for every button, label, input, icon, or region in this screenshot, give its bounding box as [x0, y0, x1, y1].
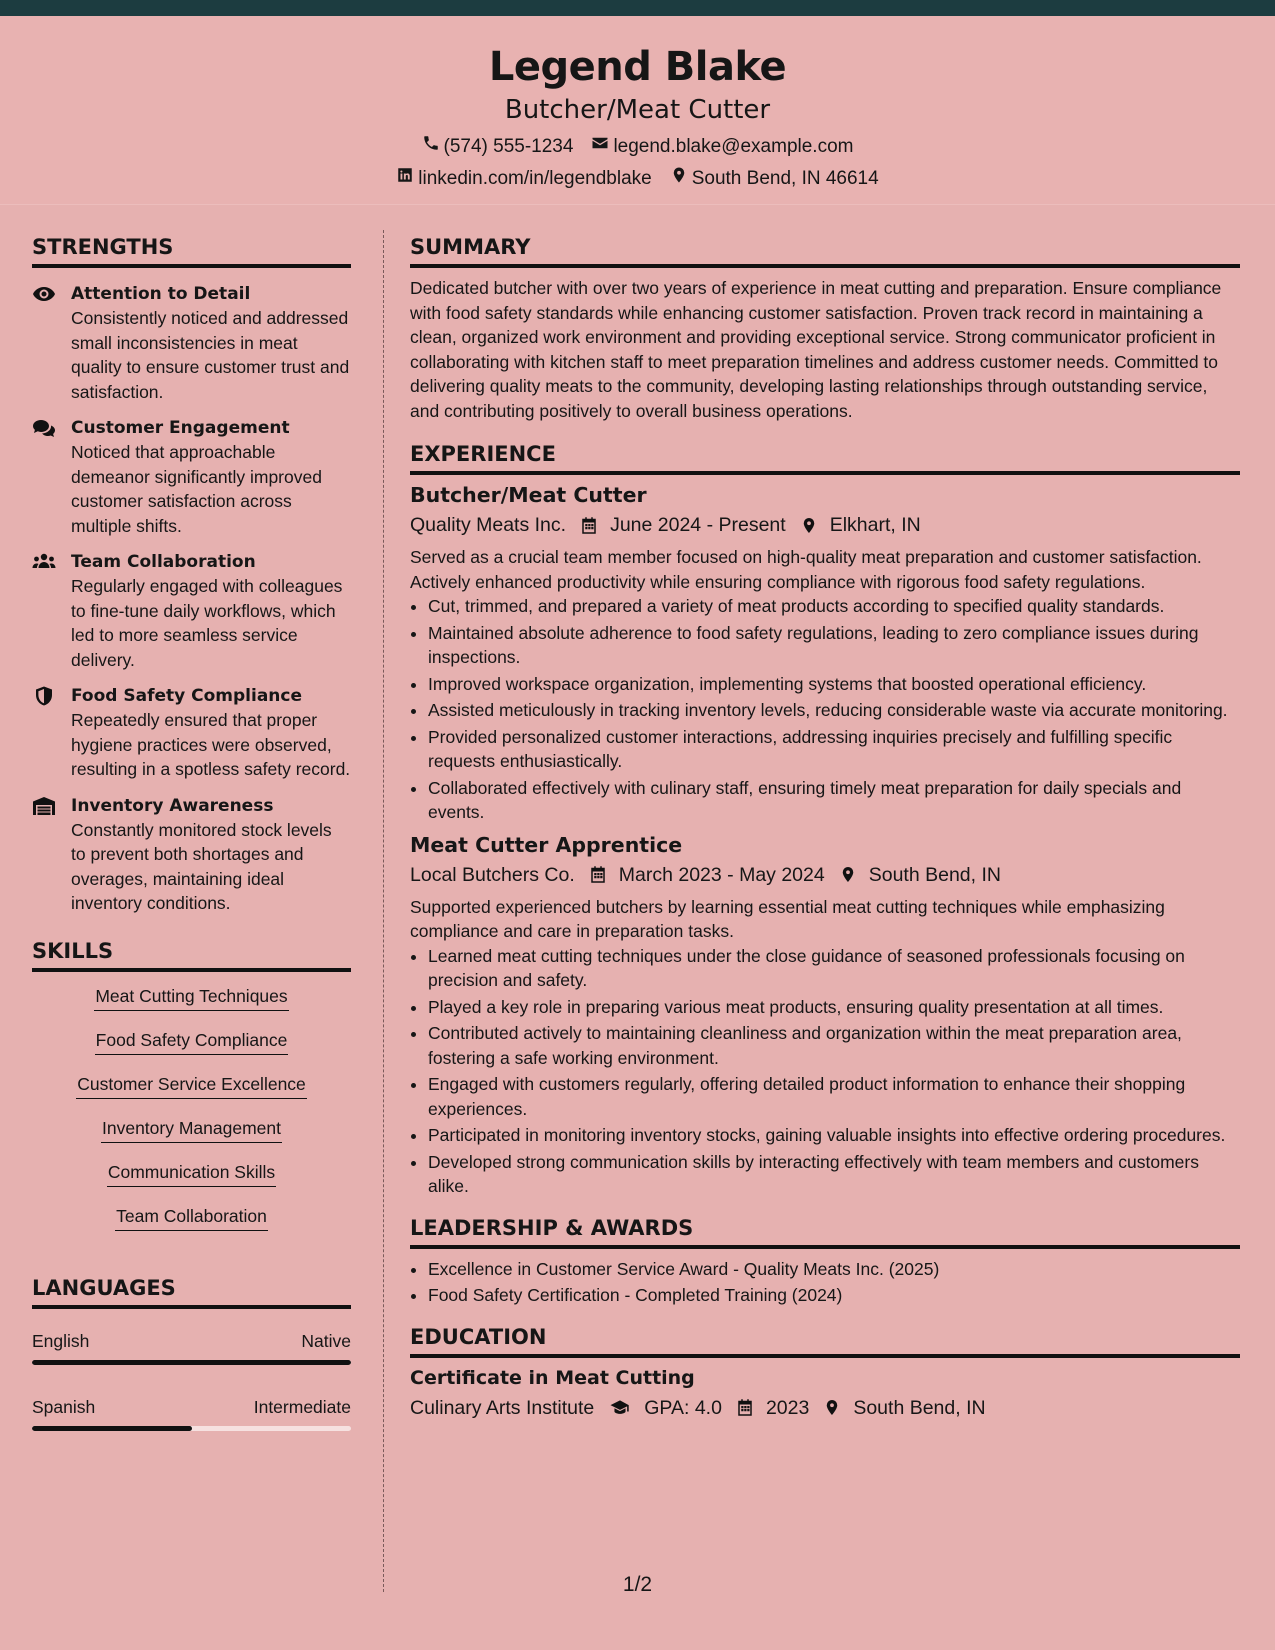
award-item: • Excellence in Customer Service Award - Quality Meats Inc. (2025) [428, 1257, 1240, 1282]
job-location: Elkhart, IN [829, 514, 921, 536]
linkedin-text: linkedin.com/in/legendblake [418, 167, 652, 189]
job-meta [410, 861, 1240, 889]
job-bullet: • Provided personalized customer interactions, addressing inquiries precisely and fulfilling specific requests enthusiastically. [428, 725, 1240, 774]
job-summary: Served as a crucial team member focused on high-quality meat preparation and customer satisfaction. Actively enhanced productivity while ensuring compliance with rigorous food safety regulations. [410, 547, 1202, 592]
job-bullet: • Improved workspace organization, implementing systems that boosted operational efficiency. [428, 672, 1240, 697]
map-pin-icon [809, 1398, 853, 1417]
skill-tag: Communication Skills [107, 1160, 276, 1187]
awards-list [410, 1257, 1240, 1308]
award-item: • Food Safety Certification - Completed Training (2024) [428, 1283, 1240, 1308]
language-level: Native [301, 1330, 351, 1351]
job-summary: Supported experienced butchers by learning essential meat cutting techniques while emphasizing compliance and care in preparation tasks. [410, 896, 1165, 941]
skill-tag: Meat Cutting Techniques [94, 984, 288, 1011]
map-pin-icon [825, 865, 869, 884]
job-bullets [410, 944, 1240, 1199]
users-icon [32, 552, 56, 572]
job-bullet: • Assisted meticulously in tracking inventory levels, reducing considerable waste via accurate monitoring. [428, 698, 1240, 723]
strength-item [32, 794, 351, 916]
top-accent-bar [0, 0, 1275, 16]
job-title: Meat Cutter Apprentice [410, 832, 683, 857]
education-location: South Bend, IN [853, 1396, 986, 1419]
language-name: Spanish [32, 1396, 96, 1417]
language-item [32, 1395, 351, 1431]
skill-tag: Team Collaboration [115, 1204, 268, 1231]
strength-title: Food Safety Compliance [71, 686, 303, 706]
email-text: legend.blake@example.com [613, 135, 854, 157]
strength-title: Customer Engagement [71, 418, 290, 438]
phone-icon [422, 134, 440, 159]
skills-list [32, 984, 351, 1248]
map-pin-icon [786, 516, 830, 535]
language-name: English [32, 1330, 90, 1351]
location-contact [670, 166, 879, 191]
graduation-cap-icon [594, 1398, 644, 1417]
phone-text: (574) 555-1234 [443, 135, 574, 157]
degree-title: Certificate in Meat Cutting [410, 1366, 695, 1389]
strength-description: Consistently noticed and addressed small inconsistencies in meat quality to ensure customer trust and satisfaction. [71, 308, 350, 402]
language-level: Intermediate [253, 1396, 351, 1417]
job-title: Butcher/Meat Cutter [410, 483, 647, 507]
column-divider [383, 230, 384, 1592]
candidate-title: Butcher/Meat Cutter [504, 95, 771, 125]
skill-tag: Customer Service Excellence [76, 1072, 307, 1099]
job-bullet: • Participated in monitoring inventory stocks, gaining valuable insights into effective ordering procedures. [428, 1123, 1240, 1148]
languages-heading: LANGUAGES [32, 1273, 351, 1309]
education-entry [410, 1364, 1240, 1422]
strength-description: Noticed that approachable demeanor significantly improved customer satisfaction across multiple shifts. [71, 442, 322, 536]
language-item [32, 1329, 351, 1365]
job-meta [410, 511, 1240, 539]
job-bullet: • Collaborated effectively with culinary staff, ensuring timely meat preparation for daily specials and events. [428, 776, 1240, 825]
job-dates: March 2023 - May 2024 [618, 863, 825, 886]
right-column [410, 232, 1240, 1428]
strength-item [32, 684, 351, 782]
awards-heading: LEADERSHIP & AWARDS [410, 1213, 1240, 1249]
email-contact[interactable] [591, 134, 853, 159]
education-meta [410, 1394, 1240, 1422]
job-bullet: • Maintained absolute adherence to food safety regulations, leading to zero compliance issues during inspections. [428, 621, 1240, 670]
summary-text: Dedicated butcher with over two years of experience in meat cutting and preparation. Ensure compliance with food safety standards while enhancing customer satisfaction. Proven track record in maintaining a clean, organized work environment and providing exceptional service. Strong communicator proficient in collaborating with kitchen staff to meet preparation timelines and address customer needs. Committed to delivering quality meats to the community, developing lasting relationships through outstanding service, and contributing positively to overall business operations. [410, 278, 1222, 421]
job-bullet: • Played a key role in preparing various meat products, ensuring quality presentation at all times. [428, 995, 1240, 1020]
shield-icon [32, 686, 56, 706]
education-heading: EDUCATION [410, 1322, 1240, 1358]
strength-title: Team Collaboration [71, 552, 256, 572]
language-proficiency-fill [32, 1426, 192, 1431]
strength-title: Inventory Awareness [71, 795, 274, 816]
candidate-name: Legend Blake [488, 44, 787, 90]
strength-description: Repeatedly ensured that proper hygiene practices were observed, resulting in a spotless safety record. [71, 710, 351, 779]
location-text: South Bend, IN 46614 [691, 167, 879, 189]
strength-item [32, 550, 351, 672]
skill-tag: Inventory Management [101, 1116, 282, 1143]
strength-description: Constantly monitored stock levels to prevent both shortages and overages, maintaining ideal inventory conditions. [71, 819, 332, 913]
company-name: Local Butchers Co. [410, 863, 575, 886]
strength-description: Regularly engaged with colleagues to fine-tune daily workflows, which led to more seamless service delivery. [71, 576, 343, 670]
job-location: South Bend, IN [868, 863, 1001, 886]
calendar-icon [722, 1398, 766, 1417]
strength-title: Attention to Detail [71, 284, 251, 304]
strengths-heading: STRENGTHS [32, 232, 351, 268]
job-dates: June 2024 - Present [610, 514, 786, 536]
job-entry [410, 831, 1240, 1199]
resume-header [0, 16, 1275, 205]
skills-heading: SKILLS [32, 936, 351, 972]
warehouse-icon [32, 796, 56, 816]
gpa-text: GPA: 4.0 [644, 1396, 722, 1419]
job-bullets [410, 594, 1240, 825]
school-name: Culinary Arts Institute [410, 1396, 595, 1419]
experience-heading: EXPERIENCE [410, 439, 1240, 475]
job-bullet: • Contributed actively to maintaining cleanliness and organization within the meat preparation area, fostering a safe working environment. [428, 1021, 1240, 1070]
linkedin-icon [396, 166, 414, 191]
language-proficiency-bar [32, 1360, 351, 1365]
map-pin-icon [670, 166, 688, 191]
eye-icon [32, 284, 56, 304]
job-bullet: • Developed strong communication skills by interacting effectively with team members and customers alike. [428, 1150, 1240, 1199]
calendar-icon [575, 865, 619, 884]
job-bullet: • Engaged with customers regularly, offering detailed product information to enhance their shopping experiences. [428, 1072, 1240, 1121]
summary-heading: SUMMARY [410, 232, 1240, 268]
comments-icon [32, 418, 56, 438]
company-name: Quality Meats Inc. [410, 514, 567, 536]
skill-tag: Food Safety Compliance [95, 1028, 289, 1055]
strength-item [32, 416, 351, 538]
page-number: 1/2 [622, 1573, 653, 1596]
envelope-icon [591, 134, 609, 159]
language-proficiency-fill [32, 1360, 351, 1365]
linkedin-contact[interactable] [396, 166, 651, 191]
job-bullet: • Learned meat cutting techniques under the close guidance of seasoned professionals focusing on precision and safety. [428, 944, 1240, 993]
phone-contact[interactable] [422, 134, 574, 159]
language-proficiency-bar [32, 1426, 351, 1431]
strength-item [32, 282, 351, 404]
calendar-icon [566, 516, 610, 535]
contact-row-2 [0, 166, 1275, 191]
job-bullet: • Cut, trimmed, and prepared a variety of meat products according to specified quality standards. [428, 594, 1240, 619]
contact-row-1 [0, 134, 1275, 159]
education-year: 2023 [765, 1396, 810, 1419]
left-column [32, 232, 351, 1431]
job-entry [410, 481, 1240, 825]
